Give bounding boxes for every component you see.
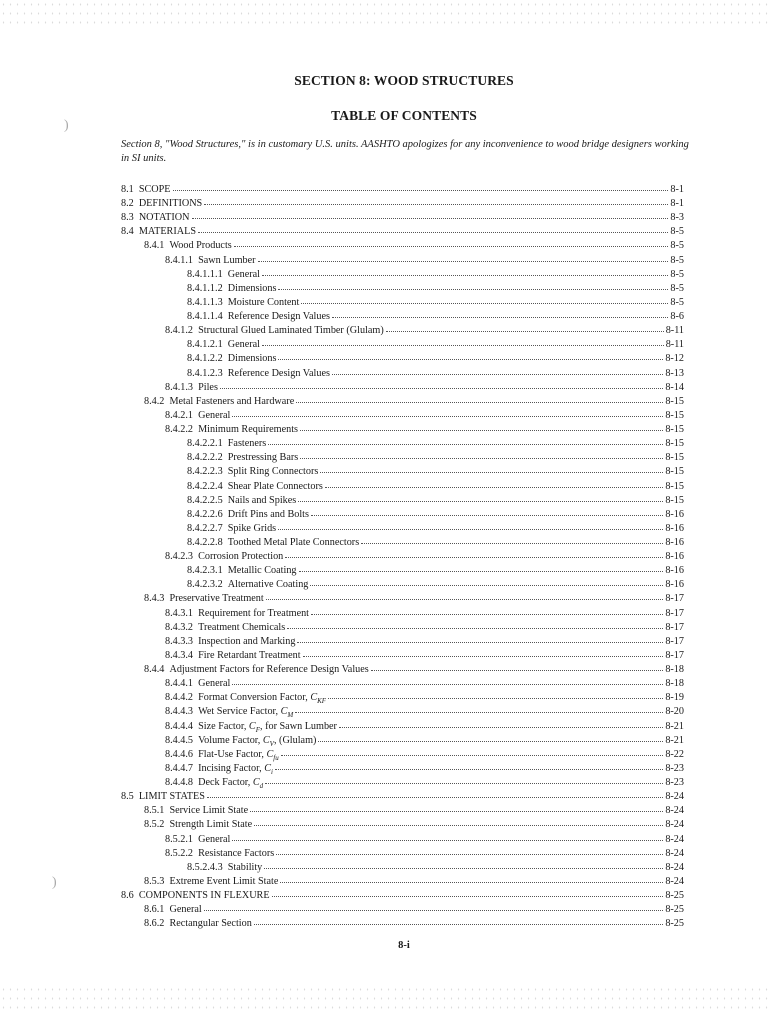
toc-entry-title: Toothed Metal Plate Connectors <box>227 537 360 548</box>
toc-entry-title: Volume Factor, C <box>198 734 270 746</box>
toc-entry-page: 8-5 <box>670 268 684 280</box>
toc-entry[interactable] <box>187 266 684 280</box>
toc-entry[interactable] <box>144 802 684 816</box>
dot-leader <box>281 745 664 756</box>
toc-entry-title: Shear Plate Connectors <box>227 480 323 492</box>
toc-entry-title: Nails and Spikes <box>227 494 297 506</box>
toc-entry-page: 8-17 <box>665 649 684 661</box>
toc-entry-page: 8-15 <box>665 409 684 421</box>
toc-entry[interactable] <box>187 449 684 463</box>
toc-entry-number: 8.4 <box>121 226 134 238</box>
scan-mark: ) <box>52 875 57 890</box>
toc-entry-number: 8.4.4.1 <box>165 678 194 690</box>
toc-entry[interactable] <box>121 887 684 901</box>
dot-leader <box>220 378 663 389</box>
toc-entry[interactable] <box>187 308 684 322</box>
toc-entry-number: 8.4.2.2.5 <box>187 494 223 506</box>
dot-leader <box>234 236 669 247</box>
toc-entry[interactable] <box>187 506 684 520</box>
toc-entry-page: 8-16 <box>665 579 684 591</box>
toc-entry-number: 8.5.2.4.3 <box>187 861 223 873</box>
toc-entry-page: 8-15 <box>665 438 684 450</box>
dot-leader <box>258 251 669 262</box>
toc-entry[interactable] <box>121 195 684 209</box>
dot-leader <box>192 208 669 219</box>
toc-entry-page: 8-1 <box>670 198 684 210</box>
toc-entry-title: Stability <box>227 861 263 873</box>
toc-entry-title: General <box>198 833 231 845</box>
toc-entry-title: Strength Limit State <box>169 819 253 831</box>
dot-leader <box>318 731 663 742</box>
toc-entry-page: 8-16 <box>665 508 684 520</box>
toc-entry-page: 8-21 <box>665 734 684 746</box>
toc-entry-page: 8-24 <box>665 819 684 831</box>
toc-entry-title: Moisture Content <box>227 296 300 308</box>
subscript-text: M <box>287 711 294 720</box>
toc-entry-number: 8.4.4.6 <box>165 748 194 760</box>
dot-leader <box>278 279 668 290</box>
toc-entry-number: 8.1 <box>121 184 134 195</box>
toc-entry-title: Reference Design Values <box>227 367 330 379</box>
toc-entry-number: 8.4.1.2.2 <box>187 353 223 365</box>
toc-entry-title: General <box>169 904 202 916</box>
toc-entry-title: NOTATION <box>138 212 190 224</box>
toc-entry-number: 8.4.1.1.3 <box>187 296 223 308</box>
factor-symbol: C <box>264 762 271 774</box>
toc-entry-number: 8.5.2.2 <box>165 847 194 859</box>
toc-entry-number: 8.4.1.2.3 <box>187 367 223 379</box>
toc-heading: TABLE OF CONTENTS <box>331 108 477 123</box>
toc-entry-title: LIMIT STATES <box>138 791 205 803</box>
toc-entry-title: Split Ring Connectors <box>227 466 319 478</box>
factor-symbol: C <box>280 706 288 718</box>
dot-leader <box>285 547 663 558</box>
toc-entry-title: Rectangular Section <box>169 918 252 930</box>
dot-leader <box>262 265 668 276</box>
toc-entry-title-suffix: , for Sawn Lumber <box>260 720 337 732</box>
toc-entry-title: Deck Factor, C <box>198 777 260 789</box>
toc-entry-page: 8-24 <box>665 861 684 873</box>
toc-entry-number: 8.5 <box>121 791 134 803</box>
toc-entry-page: 8-5 <box>670 296 684 308</box>
toc-entry[interactable] <box>187 492 684 506</box>
toc-entry[interactable] <box>187 534 684 548</box>
toc-entry-title: Extreme Event Limit State <box>169 875 279 887</box>
toc-entry-page: 8-17 <box>665 621 684 633</box>
toc-entry-number: 8.5.3 <box>144 875 165 887</box>
toc-entry-page: 8-13 <box>665 367 684 379</box>
toc-entry-page: 8-15 <box>665 480 684 492</box>
toc-entry[interactable] <box>165 675 684 689</box>
toc-entry[interactable] <box>187 435 684 449</box>
toc-entry-title-suffix: , (Glulam) <box>273 734 317 746</box>
toc-entry-number: 8.4.3.2 <box>165 621 194 633</box>
toc-entry-number: 8.5.2.1 <box>165 833 194 845</box>
toc-entry[interactable] <box>187 463 684 477</box>
dot-leader <box>272 886 664 897</box>
section-title: SECTION 8: WOOD STRUCTURES <box>294 73 514 88</box>
factor-symbol: C <box>248 720 256 732</box>
toc-entry-title: Alternative Coating <box>227 579 309 591</box>
toc-entry-title: Piles <box>198 381 218 393</box>
dot-leader <box>386 321 664 332</box>
toc-entry-page: 8-25 <box>665 918 684 930</box>
dot-leader <box>325 477 664 488</box>
dot-leader <box>268 434 663 445</box>
toc-entry-page: 8-22 <box>665 748 684 760</box>
toc-entry-title: Dimensions <box>227 353 277 365</box>
toc-entry-title: COMPONENTS IN FLEXURE <box>138 890 270 901</box>
dot-leader <box>296 392 663 403</box>
dot-leader <box>287 618 663 629</box>
dot-leader <box>207 787 663 798</box>
toc-entry-label <box>144 917 253 931</box>
dot-leader <box>297 632 663 643</box>
toc-entry-title: Flat-Use Factor, C <box>198 748 274 760</box>
toc-entry[interactable] <box>144 237 684 251</box>
toc-entry-page: 8-17 <box>665 607 684 619</box>
toc-entry[interactable] <box>121 209 684 223</box>
toc-entry[interactable] <box>165 746 684 760</box>
toc-entry-title: Dimensions <box>227 282 277 294</box>
dot-leader <box>311 505 663 516</box>
dot-leader <box>300 448 663 459</box>
subscript-text: V <box>269 739 274 748</box>
dot-leader <box>361 533 663 544</box>
toc-entry-number: 8.4.1 <box>144 240 165 252</box>
subscript-text: F <box>255 725 260 734</box>
toc-entry-title: Size Factor, C <box>198 720 256 732</box>
toc-entry-number: 8.4.1.1.4 <box>187 311 223 323</box>
toc-entry-page: 8-6 <box>670 311 684 323</box>
toc-entry-title: SCOPE <box>138 184 171 195</box>
toc-entry-number: 8.4.2.3.2 <box>187 579 223 591</box>
toc-entry-number: 8.4.2.3.1 <box>187 565 223 577</box>
toc-entry-page: 8-19 <box>665 692 684 704</box>
scan-noise-top <box>0 0 768 30</box>
dot-leader <box>250 801 663 812</box>
toc-entry[interactable] <box>144 915 684 929</box>
toc-entry-page: 8-5 <box>670 226 684 238</box>
toc-entry[interactable] <box>144 393 684 407</box>
toc-entry-number: 8.4.4.8 <box>165 777 194 789</box>
dot-leader <box>204 900 664 911</box>
toc-entry-page: 8-11 <box>665 325 684 337</box>
toc-entry-title: Sawn Lumber <box>198 254 256 266</box>
toc-entry-number: 8.4.2.2.3 <box>187 466 223 478</box>
toc-entry-number: 8.5.2 <box>144 819 165 831</box>
toc-entry[interactable] <box>165 732 684 746</box>
toc-entry-number: 8.4.2.3 <box>165 551 194 563</box>
toc-entry-page: 8-23 <box>665 762 684 774</box>
toc-entry-title: Wet Service Factor, C <box>198 706 288 718</box>
dot-leader <box>371 660 664 671</box>
toc-entry-number: 8.4.3 <box>144 593 165 605</box>
toc-entry-page: 8-16 <box>665 537 684 548</box>
toc-entry-number: 8.4.4.5 <box>165 734 194 746</box>
toc-entry-page: 8-18 <box>665 678 684 690</box>
subscript-text: i <box>271 767 273 776</box>
toc-entry-page: 8-15 <box>665 466 684 478</box>
toc-entry[interactable] <box>187 365 684 379</box>
toc-entry[interactable] <box>144 901 684 915</box>
toc-entry-number: 8.4.1.1 <box>165 254 194 266</box>
dot-leader <box>278 519 663 530</box>
toc-entry[interactable] <box>187 859 684 873</box>
toc-entry-page: 8-17 <box>665 593 684 605</box>
dot-leader <box>266 589 664 600</box>
toc-entry-number: 8.4.4.7 <box>165 762 194 774</box>
scan-mark: ) <box>64 118 69 133</box>
toc-entry-title: Drift Pins and Bolts <box>227 508 309 520</box>
toc-entry-number: 8.4.1.1.2 <box>187 282 223 294</box>
toc-entry-number: 8.4.2.2 <box>165 424 194 436</box>
toc-entry-page: 8-23 <box>665 777 684 789</box>
dot-leader <box>265 773 663 784</box>
toc-entry-title: General <box>198 409 231 421</box>
dot-leader <box>298 491 663 502</box>
dot-leader <box>332 307 668 318</box>
dot-leader <box>254 914 664 925</box>
toc-entry[interactable] <box>165 689 684 706</box>
dot-leader <box>339 717 663 728</box>
toc-entry-title: MATERIALS <box>138 226 196 238</box>
toc-entry[interactable] <box>165 647 684 661</box>
toc-entry-number: 8.4.4.3 <box>165 706 194 718</box>
toc-entry-page: 8-17 <box>665 635 684 647</box>
toc-entry-number: 8.4.2.2.6 <box>187 508 223 520</box>
toc-entry[interactable] <box>187 520 684 534</box>
toc-entry-page: 8-24 <box>665 875 684 887</box>
toc-entry[interactable] <box>187 294 684 308</box>
toc-entry[interactable] <box>165 619 684 633</box>
toc-entry-page: 8-24 <box>665 847 684 859</box>
toc-entry-page: 8-16 <box>665 565 684 577</box>
dot-leader <box>328 688 663 699</box>
toc-entry[interactable] <box>187 280 684 294</box>
toc-entry-number: 8.4.2.2.8 <box>187 537 223 548</box>
toc-entry-title: Fasteners <box>227 438 267 450</box>
dot-leader <box>278 349 663 360</box>
dot-leader <box>300 420 663 431</box>
dot-leader <box>276 844 663 855</box>
toc-entry-number: 8.4.3.3 <box>165 635 194 647</box>
toc-entry[interactable] <box>165 605 684 619</box>
dot-leader <box>280 872 663 883</box>
dot-leader <box>295 702 663 713</box>
toc-entry-title: General <box>227 339 260 351</box>
toc-entry-page: 8-21 <box>665 720 684 732</box>
toc-entry-title: DEFINITIONS <box>138 198 203 210</box>
toc-entry-page: 8-14 <box>665 381 684 393</box>
toc-entry-page: 8-5 <box>670 254 684 266</box>
toc-entry-number: 8.2 <box>121 198 134 210</box>
factor-symbol: C <box>262 734 270 746</box>
toc-entry-title: Requirement for Treatment <box>198 607 310 619</box>
dot-leader <box>232 406 663 417</box>
toc-entry[interactable] <box>187 336 684 350</box>
toc-entry-page: 8-12 <box>665 353 684 365</box>
toc-entry-subscript <box>287 706 294 720</box>
toc-entry-page: 8-18 <box>665 664 684 676</box>
toc-entry-page: 8-16 <box>665 551 684 563</box>
dot-leader <box>198 222 668 233</box>
toc-entry-title: Format Conversion Factor, C <box>198 692 318 704</box>
toc-entry-title: Metal Fasteners and Hardware <box>169 395 295 407</box>
factor-symbol: C <box>266 748 274 760</box>
toc-entry-page: 8-1 <box>670 184 684 195</box>
toc-entry-title: Adjustment Factors for Reference Design Values <box>169 664 369 676</box>
toc-entry-title: General <box>227 268 260 280</box>
dot-leader <box>320 462 663 473</box>
intro-note: Section 8, "Wood Structures," is in customary U.S. units. AASHTO apologizes for any inconvenience to wood bridge designers working in SI units. <box>121 139 689 164</box>
toc-entry-number: 8.4.2.1 <box>165 409 194 421</box>
dot-leader <box>311 604 663 615</box>
toc-entry-title: Minimum Requirements <box>198 424 298 436</box>
toc-entry-page: 8-11 <box>665 339 684 351</box>
factor-symbol: C <box>310 692 318 704</box>
toc-entry[interactable] <box>121 181 684 195</box>
dot-leader <box>264 858 663 869</box>
toc-entry-number: 8.4.2 <box>144 395 165 407</box>
toc-entry-title: Preservative Treatment <box>169 593 264 605</box>
toc-entry[interactable] <box>165 703 684 720</box>
toc-entry[interactable] <box>165 548 684 562</box>
toc-entry-title: Inspection and Marking <box>198 635 296 647</box>
toc-entry-title: Treatment Chemicals <box>198 621 286 633</box>
toc-entry-page: 8-3 <box>670 212 684 224</box>
subscript-text: KF <box>317 697 327 706</box>
toc-entry-page: 8-24 <box>665 791 684 803</box>
toc-entry-page: 8-25 <box>665 904 684 916</box>
dot-leader <box>232 830 663 841</box>
toc-entry-number: 8.4.2.2.1 <box>187 438 223 450</box>
toc-entry-title: General <box>198 678 231 690</box>
dot-leader <box>275 759 663 770</box>
dot-leader <box>303 646 664 657</box>
toc-entry-page: 8-5 <box>670 282 684 294</box>
toc-entry[interactable] <box>165 845 684 859</box>
toc-entry-page: 8-24 <box>665 833 684 845</box>
toc-entry[interactable] <box>121 788 684 802</box>
dot-leader <box>332 364 663 375</box>
toc-entry[interactable] <box>187 350 684 364</box>
toc-entry-number: 8.4.4 <box>144 664 165 676</box>
toc-entry[interactable] <box>121 223 684 237</box>
dot-leader <box>310 575 663 586</box>
subscript-text: d <box>259 782 264 791</box>
toc-entry-title: Wood Products <box>169 240 232 252</box>
page-number: 8-i <box>398 940 410 951</box>
toc-entry[interactable] <box>165 718 684 732</box>
toc-entry-number: 8.4.4.2 <box>165 692 194 704</box>
toc-entry[interactable] <box>165 322 684 336</box>
toc-entry-number: 8.4.1.3 <box>165 381 194 393</box>
toc-entry-title: Service Limit State <box>169 805 249 817</box>
toc-entry[interactable] <box>187 576 684 590</box>
toc-entry[interactable] <box>165 421 684 435</box>
toc-entry-number: 8.4.4.4 <box>165 720 194 732</box>
toc-entry[interactable] <box>144 873 684 887</box>
toc-entry-number: 8.4.2.2.4 <box>187 480 223 492</box>
toc-entry-page: 8-15 <box>665 395 684 407</box>
toc-entry[interactable] <box>144 661 684 675</box>
toc-entry-number: 8.4.1.1.1 <box>187 268 223 280</box>
toc-entry-title: Metallic Coating <box>227 565 297 577</box>
toc-entry-number: 8.4.3.1 <box>165 607 194 619</box>
toc-entry-number: 8.4.2.2.7 <box>187 522 223 534</box>
toc-entry-page: 8-16 <box>665 522 684 534</box>
toc-entry-title: Corrosion Protection <box>198 551 284 563</box>
dot-leader <box>301 293 668 304</box>
toc-entry-page: 8-25 <box>665 890 684 901</box>
toc-entry-title: Prestressing Bars <box>227 452 299 464</box>
toc-entry-number: 8.5.1 <box>144 805 165 817</box>
factor-symbol: C <box>252 777 260 789</box>
dot-leader <box>254 815 663 826</box>
toc-entry[interactable] <box>165 774 684 791</box>
toc-entry[interactable] <box>165 252 684 266</box>
toc-entry[interactable] <box>165 633 684 647</box>
toc-entry-page: 8-15 <box>665 424 684 436</box>
dot-leader <box>262 335 664 346</box>
toc-entry-title: Spike Grids <box>227 522 277 534</box>
toc-entry-number: 8.4.3.4 <box>165 649 194 661</box>
toc-entry[interactable] <box>187 562 684 576</box>
toc-entry[interactable] <box>187 478 684 492</box>
scan-noise-bottom <box>0 985 768 1015</box>
toc-entry-page: 8-24 <box>665 805 684 817</box>
toc-entry-title: Resistance Factors <box>198 847 275 859</box>
toc-entry-page: 8-5 <box>670 240 684 252</box>
dot-leader <box>299 561 664 572</box>
toc-entry[interactable] <box>165 760 684 774</box>
toc-entry-page: 8-15 <box>665 452 684 464</box>
dot-leader <box>232 674 663 685</box>
toc-entry[interactable] <box>165 379 684 393</box>
dot-leader <box>204 194 668 205</box>
toc-entry-title: Fire Retardant Treatment <box>198 649 301 661</box>
subscript-text: fu <box>273 753 279 762</box>
dot-leader <box>173 180 669 191</box>
toc-entry-number: 8.4.1.2 <box>165 325 194 337</box>
toc-entry-number: 8.3 <box>121 212 134 224</box>
toc-entry[interactable] <box>144 590 684 604</box>
toc-entry-number: 8.4.2.2.2 <box>187 452 223 464</box>
toc-entry-number: 8.6.2 <box>144 918 165 930</box>
toc-entry[interactable] <box>165 831 684 845</box>
toc-entry[interactable] <box>165 407 684 421</box>
toc-entry-number: 8.4.1.2.1 <box>187 339 223 351</box>
toc-entry-number: 8.6.1 <box>144 904 165 916</box>
toc-entry-page: 8-15 <box>665 494 684 506</box>
toc-entry-title: Reference Design Values <box>227 311 330 323</box>
toc-entry-title: Incising Factor, C <box>198 762 271 774</box>
toc-entry-title: Structural Glued Laminated Timber (Glulam) <box>198 325 384 337</box>
toc-entry-number: 8.6 <box>121 890 134 901</box>
toc-entry-page: 8-20 <box>665 706 684 718</box>
toc-entry[interactable] <box>144 816 684 830</box>
